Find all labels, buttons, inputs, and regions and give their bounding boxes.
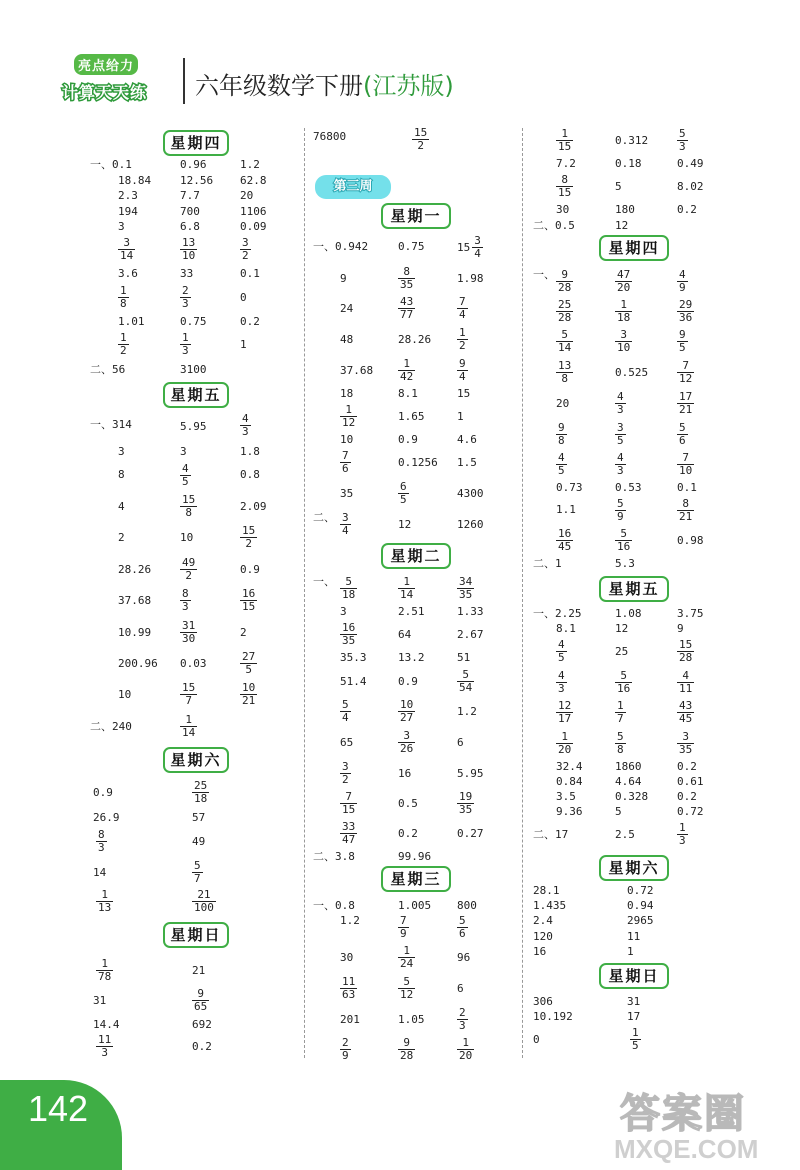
answer-fraction: 4 3 (617, 451, 624, 477)
answer-fraction: 5 14 (558, 328, 572, 354)
week-badge: 第三周 (315, 175, 391, 199)
answer-value: 0.96 (180, 158, 207, 171)
answer-value: 200.96 (118, 657, 158, 670)
answer-fraction: 9 28 (558, 268, 572, 294)
answer-value: 1.33 (457, 605, 484, 618)
answer-value: 28.26 (118, 563, 152, 576)
answer-value: 0.9 (240, 563, 260, 576)
answer-value: 1 (240, 338, 247, 351)
answer-fraction: 1 78 (98, 957, 112, 983)
answer-value: 10.99 (118, 626, 152, 639)
answer-value: 32.4 (556, 760, 583, 773)
answer-value: 1.2 (240, 158, 260, 171)
answer-fraction: 3 2 (342, 760, 349, 786)
answer-value: 194 (118, 205, 138, 218)
answer-fraction: 15 2 (242, 524, 256, 550)
answer-fraction: 3 10 (617, 328, 631, 354)
answer-value: 0 (533, 1033, 540, 1046)
answer-value: 16 (533, 945, 547, 958)
answer-fraction: 9 5 (679, 328, 686, 354)
answer-fraction: 8 15 (558, 173, 572, 199)
page-number: 142 (28, 1088, 89, 1129)
answer-fraction: 7 15 (342, 790, 356, 816)
answer-value: 8.1 (556, 622, 576, 635)
answer-fraction: 1 2 (459, 326, 466, 352)
answer-value: 20 (240, 189, 254, 202)
answer-fraction: 11 3 (98, 1033, 112, 1059)
answer-mixed-number: 15 $\frac{3}{4}$ (457, 234, 481, 260)
day-header: 星期四 (163, 130, 229, 156)
answer-value: 一、 (313, 575, 335, 588)
answer-value: 3.5 (556, 790, 576, 803)
answer-fraction: 1 7 (617, 699, 624, 725)
answer-fraction: 9 28 (400, 1036, 414, 1062)
answer-value: 1.08 (615, 607, 642, 620)
answer-value: 14.4 (93, 1018, 120, 1031)
answer-value: 2.5 (615, 828, 635, 841)
answer-fraction: 43 77 (400, 295, 414, 321)
day-header: 星期四 (599, 235, 669, 261)
answer-fraction: 2 3 (182, 284, 189, 310)
answer-value: 2.67 (457, 628, 484, 641)
answer-fraction: 16 35 (342, 621, 356, 647)
answer-value: 1.05 (398, 1013, 425, 1026)
answer-fraction: 4 3 (242, 412, 249, 438)
page-title-main: 六年级数学下册 (195, 72, 363, 100)
answer-value: 0.98 (677, 534, 704, 547)
answer-fraction: 2 9 (342, 1036, 349, 1062)
answer-value: 1860 (615, 760, 642, 773)
answer-value: 201 (340, 1013, 360, 1026)
answer-value: 1.98 (457, 272, 484, 285)
answer-value: 76800 (313, 130, 347, 143)
answer-value: 3 (118, 445, 125, 458)
answer-value: 57 (192, 811, 206, 824)
answer-value: 25 (615, 645, 629, 658)
answer-value: 0.1 (240, 267, 260, 280)
answer-fraction: 16 45 (558, 527, 572, 553)
answer-value: 6 (457, 982, 464, 995)
answer-value: 10.192 (533, 1010, 573, 1023)
answer-value: 0.73 (556, 481, 583, 494)
answer-value: 3.6 (118, 267, 138, 280)
answer-value: 18 (340, 387, 354, 400)
answer-value: 2 (118, 531, 125, 544)
answer-value: 0.75 (398, 240, 425, 253)
answer-fraction: 47 20 (617, 268, 631, 294)
answer-value: 0.75 (180, 315, 207, 328)
day-header: 星期六 (599, 855, 669, 881)
answer-value: 一、0.8 (313, 899, 355, 912)
answer-value: 17 (627, 1010, 641, 1023)
answer-value: 6.8 (180, 220, 200, 233)
answer-fraction: 1 8 (120, 284, 127, 310)
answer-value: 12 (398, 518, 412, 531)
answer-fraction: 5 6 (459, 914, 466, 940)
answer-fraction: 5 8 (617, 730, 624, 756)
day-header: 星期一 (381, 203, 451, 229)
answer-value: 31 (627, 995, 641, 1008)
answer-value: 31 (93, 994, 107, 1007)
answer-fraction: 1 15 (558, 127, 572, 153)
answer-value: 3.75 (677, 607, 704, 620)
answer-fraction: 3 26 (400, 729, 414, 755)
answer-value: 13.2 (398, 651, 425, 664)
day-header: 星期六 (163, 747, 229, 773)
answer-value: 1.5 (457, 456, 477, 469)
answer-value: 1260 (457, 518, 484, 531)
answer-value: 3100 (180, 363, 207, 376)
answer-value: 1.65 (398, 410, 425, 423)
answer-value: 5 (615, 180, 622, 193)
answer-fraction: 7 12 (679, 359, 693, 385)
answer-value: 0.8 (240, 468, 260, 481)
answer-value: 15 (457, 387, 471, 400)
answer-fraction: 1 5 (632, 1026, 639, 1052)
answer-value: 180 (615, 203, 635, 216)
answer-value: 二、 (313, 511, 335, 524)
answer-fraction: 1 20 (558, 730, 572, 756)
answer-fraction: 2 3 (459, 1006, 466, 1032)
answer-fraction: 5 3 (679, 127, 686, 153)
answer-value: 4.6 (457, 433, 477, 446)
answer-value: 0.2 (240, 315, 260, 328)
answer-value: 0 (240, 291, 247, 304)
answer-value: 3 (180, 445, 187, 458)
answer-value: 1.8 (240, 445, 260, 458)
answer-fraction: 7 9 (400, 914, 407, 940)
answer-fraction: 11 63 (342, 975, 356, 1001)
answer-value: 9.36 (556, 805, 583, 818)
answer-value: 一、314 (90, 418, 132, 431)
answer-value: 1.435 (533, 899, 567, 912)
answer-value: 37.68 (340, 364, 374, 377)
answer-value: 24 (340, 302, 354, 315)
answer-value: 0.72 (627, 884, 654, 897)
answer-value: 30 (340, 951, 354, 964)
answer-fraction: 25 18 (194, 779, 208, 805)
answer-value: 二、1 (533, 557, 562, 570)
answer-value: 3 (118, 220, 125, 233)
answer-fraction: 1 2 (120, 331, 127, 357)
answer-value: 0.09 (240, 220, 267, 233)
answer-value: 1.2 (340, 914, 360, 927)
answer-fraction: 17 21 (679, 390, 693, 416)
answer-value: 5.95 (457, 767, 484, 780)
answer-value: 5 (615, 805, 622, 818)
day-header: 星期三 (381, 866, 451, 892)
answer-value: 10 (180, 531, 194, 544)
answer-value: 65 (340, 736, 354, 749)
day-header: 星期五 (599, 576, 669, 602)
answer-value: 0.84 (556, 775, 583, 788)
answer-fraction: 5 54 (459, 668, 473, 694)
page-title (195, 66, 454, 101)
answer-value: 10 (118, 688, 132, 701)
day-header: 星期日 (163, 922, 229, 948)
answer-value: 二、0.5 (533, 219, 575, 232)
answer-fraction: 5 18 (342, 575, 356, 601)
answer-value: 5.95 (180, 420, 207, 433)
answer-value: 10 (340, 433, 354, 446)
answer-fraction: 8 3 (182, 587, 189, 613)
answer-value: 700 (180, 205, 200, 218)
answer-fraction: 4 11 (679, 669, 693, 695)
answer-value: 0.2 (677, 790, 697, 803)
answer-fraction: 19 35 (459, 790, 473, 816)
answer-value: 1 (627, 945, 634, 958)
answer-fraction: 33 47 (342, 820, 356, 846)
column-divider-1 (304, 128, 305, 1058)
answer-fraction: 16 15 (242, 587, 256, 613)
answer-fraction: 27 5 (242, 650, 256, 676)
answer-fraction: 1 20 (459, 1036, 473, 1062)
answer-value: 0.2 (677, 760, 697, 773)
answer-value: 48 (340, 333, 354, 346)
answer-value: 二、240 (90, 720, 132, 733)
answer-value: 0.9 (93, 786, 113, 799)
answer-value: 2.3 (118, 189, 138, 202)
answer-value: 二、17 (533, 828, 569, 841)
answer-fraction: 1 13 (98, 888, 112, 914)
answer-value: 37.68 (118, 594, 152, 607)
answer-fraction: 43 45 (679, 699, 693, 725)
answer-fraction: 49 2 (182, 556, 196, 582)
answer-fraction: 9 65 (194, 987, 208, 1013)
answer-fraction: 9 8 (558, 421, 565, 447)
answer-value: 4 (118, 500, 125, 513)
answer-value: 0.525 (615, 366, 649, 379)
answer-value: 2.4 (533, 914, 553, 927)
answer-fraction: 13 10 (182, 236, 196, 262)
answer-value: 0.2 (398, 827, 418, 840)
brand-name: 计算天天练 (62, 83, 148, 102)
answer-value: 2 (240, 626, 247, 639)
answer-value: 62.8 (240, 174, 267, 187)
answer-fraction: 4 3 (558, 669, 565, 695)
answer-fraction: 7 4 (459, 295, 466, 321)
answer-value: 0.18 (615, 157, 642, 170)
day-header: 星期五 (163, 382, 229, 408)
answer-value: 1.005 (398, 899, 432, 912)
answer-value: 0.94 (627, 899, 654, 912)
answer-value: 1.2 (457, 705, 477, 718)
answer-value: 二、56 (90, 363, 126, 376)
answer-fraction: 5 4 (342, 698, 349, 724)
answer-value: 0.5 (398, 797, 418, 810)
answer-fraction: 3 14 (120, 236, 134, 262)
answer-fraction: 3 2 (242, 236, 249, 262)
answer-value: 64 (398, 628, 412, 641)
answer-value: 20 (556, 397, 570, 410)
answer-value: 0.72 (677, 805, 704, 818)
answer-value: 8.1 (398, 387, 418, 400)
answer-value: 26.9 (93, 811, 120, 824)
answer-fraction: 4 5 (182, 462, 189, 488)
answer-fraction: 15 2 (414, 126, 428, 152)
answer-fraction: 15 28 (679, 638, 693, 664)
answer-value: 18.84 (118, 174, 152, 187)
answer-value: 一、0.942 (313, 240, 369, 253)
answer-value: 0.2 (677, 203, 697, 216)
answer-fraction: 7 6 (342, 449, 349, 475)
answer-value: 692 (192, 1018, 212, 1031)
answer-value: 0.27 (457, 827, 484, 840)
answer-value: 0.49 (677, 157, 704, 170)
answer-fraction: 15 7 (182, 681, 196, 707)
page-title-edition: (江苏版) (363, 72, 454, 100)
brand-tagline: 亮点给力 (74, 54, 138, 75)
answer-value: 51.4 (340, 675, 367, 688)
answer-fraction: 1 14 (182, 713, 196, 739)
answer-value: 9 (340, 272, 347, 285)
answer-value: 一、 (533, 268, 555, 281)
answer-value: 99.96 (398, 850, 432, 863)
answer-value: 0.9 (398, 433, 418, 446)
answer-fraction: 1 3 (679, 821, 686, 847)
answer-fraction: 1 12 (342, 403, 356, 429)
answer-fraction: 15 8 (182, 493, 196, 519)
answer-fraction: 1 3 (182, 331, 189, 357)
answer-value: 0.1256 (398, 456, 438, 469)
answer-value: 51 (457, 651, 471, 664)
answer-value: 0.312 (615, 134, 649, 147)
answer-value: 800 (457, 899, 477, 912)
answer-value: 3 (340, 605, 347, 618)
answer-value: 0.53 (615, 481, 642, 494)
watermark-url: MXQE.COM (614, 1134, 759, 1164)
answer-value: 0.2 (192, 1040, 212, 1053)
answer-fraction: 1 14 (400, 575, 414, 601)
answer-value: 8 (118, 468, 125, 481)
answer-fraction: 8 21 (679, 497, 693, 523)
answer-fraction: 3 4 (342, 511, 349, 537)
answer-value: 2.09 (240, 500, 267, 513)
answer-value: 2965 (627, 914, 654, 927)
answer-fraction: 4 3 (617, 390, 624, 416)
answer-value: 12.56 (180, 174, 214, 187)
answer-fraction: 13 8 (558, 359, 572, 385)
answer-fraction: 5 16 (617, 669, 631, 695)
answer-value: 0.1 (677, 481, 697, 494)
answer-value: 306 (533, 995, 553, 1008)
answer-value: 7.2 (556, 157, 576, 170)
answer-fraction: 8 35 (400, 265, 414, 291)
answer-value: 12 (615, 622, 629, 635)
answer-value: 一、2.25 (533, 607, 582, 620)
answer-fraction: 5 12 (400, 975, 414, 1001)
answer-value: 21 (192, 964, 206, 977)
answer-value: 96 (457, 951, 471, 964)
header-divider (183, 58, 185, 104)
answer-value: 2.51 (398, 605, 425, 618)
answer-value: 0.03 (180, 657, 207, 670)
answer-fraction: 31 30 (182, 619, 196, 645)
answer-value: 14 (93, 866, 107, 879)
day-header: 星期二 (381, 543, 451, 569)
answer-value: 0.9 (398, 675, 418, 688)
answer-fraction: 5 7 (194, 859, 201, 885)
answer-value: 1.1 (556, 503, 576, 516)
day-header: 星期日 (599, 963, 669, 989)
answer-value: 8.02 (677, 180, 704, 193)
answer-fraction: 8 3 (98, 828, 105, 854)
answer-fraction: 7 10 (679, 451, 693, 477)
answer-value: 4300 (457, 487, 484, 500)
answer-value: 6 (457, 736, 464, 749)
answer-value: 28.26 (398, 333, 432, 346)
answer-fraction: 9 4 (459, 357, 466, 383)
answer-fraction: 5 16 (617, 527, 631, 553)
answer-fraction: 1 42 (400, 357, 414, 383)
answer-value: 5.3 (615, 557, 635, 570)
answer-value: 35 (340, 487, 354, 500)
answer-fraction: 10 27 (400, 698, 414, 724)
answer-value: 30 (556, 203, 570, 216)
answer-value: 0.61 (677, 775, 704, 788)
answer-fraction: 4 5 (558, 451, 565, 477)
answer-fraction: 1 24 (400, 944, 414, 970)
answer-value: 11 (627, 930, 641, 943)
answer-value: 28.1 (533, 884, 560, 897)
column-divider-2 (522, 128, 523, 1058)
answer-value: 35.3 (340, 651, 367, 664)
answer-value: 7.7 (180, 189, 200, 202)
answer-value: 12 (615, 219, 629, 232)
answer-value: 33 (180, 267, 194, 280)
answer-value: 16 (398, 767, 412, 780)
watermark (612, 1078, 792, 1162)
answer-value: 120 (533, 930, 553, 943)
answer-value: 0.328 (615, 790, 649, 803)
answer-value: 4.64 (615, 775, 642, 788)
answer-fraction: 25 28 (558, 298, 572, 324)
answer-fraction: 4 9 (679, 268, 686, 294)
answer-fraction: 4 5 (558, 638, 565, 664)
answer-value: 1 (457, 410, 464, 423)
answer-fraction: 5 9 (617, 497, 624, 523)
answer-fraction: 12 17 (558, 699, 572, 725)
answer-value: 9 (677, 622, 684, 635)
answer-fraction: 6 5 (400, 480, 407, 506)
answer-fraction: 29 36 (679, 298, 693, 324)
answer-fraction: 34 35 (459, 575, 473, 601)
answer-value: 一、0.1 (90, 158, 132, 171)
answer-value: 1106 (240, 205, 267, 218)
answer-value: 49 (192, 835, 206, 848)
brand-logo (62, 52, 172, 110)
answer-fraction: 10 21 (242, 681, 256, 707)
watermark-logo-text: 答案圈 (620, 1091, 746, 1137)
answer-value: 1.01 (118, 315, 145, 328)
answer-fraction: 5 6 (679, 421, 686, 447)
answer-fraction: 3 35 (679, 730, 693, 756)
answer-fraction: 21 100 (194, 888, 214, 914)
answer-fraction: 3 5 (617, 421, 624, 447)
answer-fraction: 1 18 (617, 298, 631, 324)
answer-value: 二、3.8 (313, 850, 355, 863)
